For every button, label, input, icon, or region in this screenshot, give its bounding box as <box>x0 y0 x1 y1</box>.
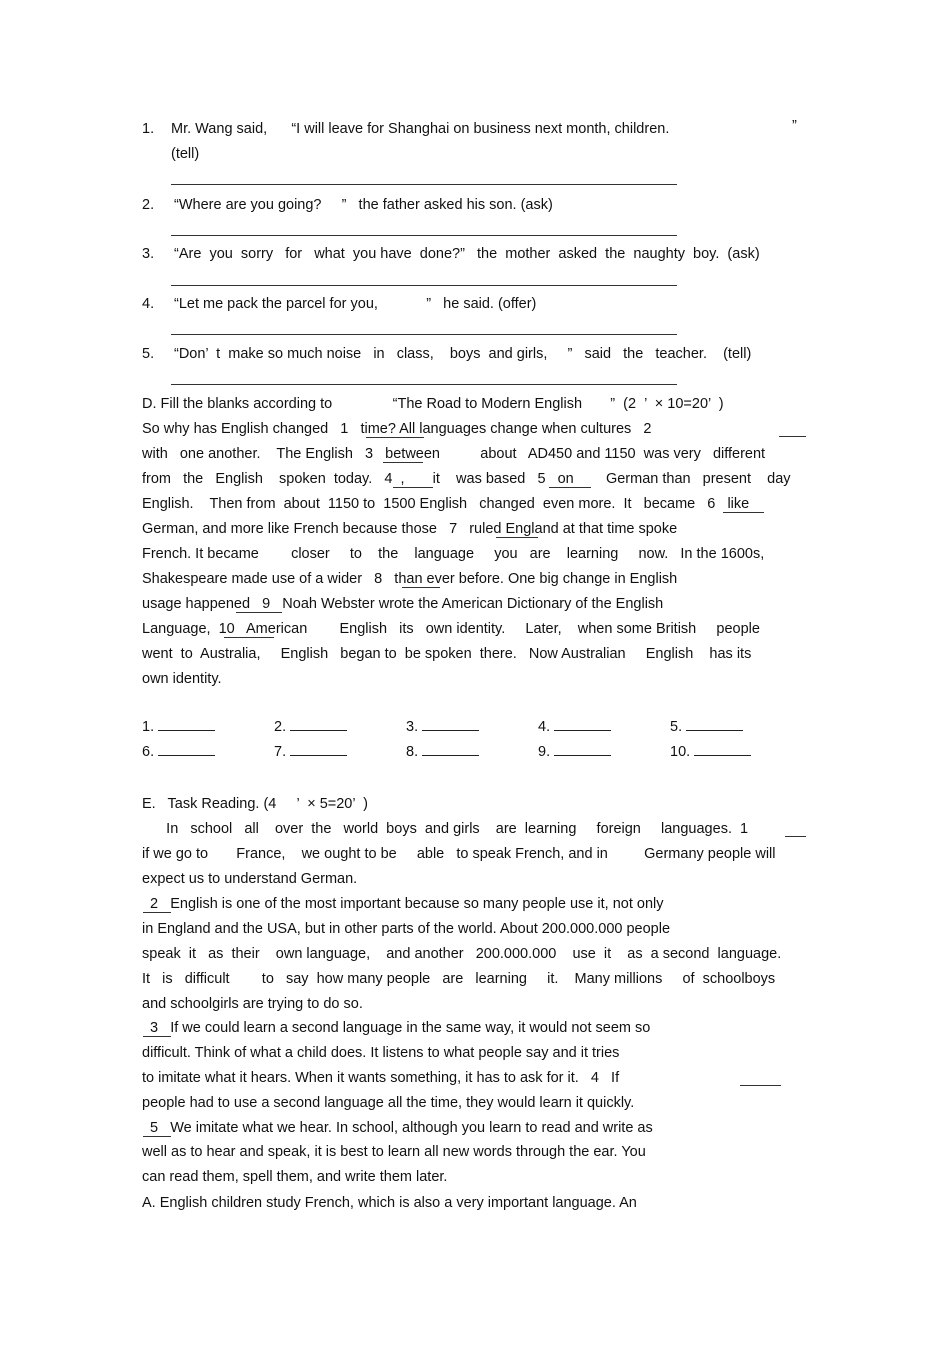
answer-line[interactable] <box>171 384 677 385</box>
blank-underline <box>143 912 171 913</box>
answer-row <box>142 744 802 760</box>
passage-line: 3 If we could learn a second language in the same way, it would not seem so <box>142 1020 651 1036</box>
answer-slot[interactable]: 2. <box>274 719 406 735</box>
answer-line[interactable] <box>171 285 677 286</box>
item-number: 2. <box>142 197 155 213</box>
passage-line: 2 English is one of the most important because so many people use it, not only <box>142 896 664 912</box>
answer-slot[interactable]: 8. <box>406 744 538 760</box>
passage-line: Language, 10 American English its own identity. Later, when some British people <box>142 621 760 637</box>
passage-line: to imitate what it hears. When it wants something, it has to ask for it. 4 If <box>142 1070 620 1086</box>
blank-underline <box>402 587 440 588</box>
blank-line <box>779 436 806 437</box>
close-quote: ” <box>792 118 797 134</box>
item-number: 4. <box>142 296 155 312</box>
section-e-heading: E. Task Reading. (4 ’ × 5=20’ ) <box>142 796 368 812</box>
blank-underline <box>224 637 274 638</box>
passage-line: It is difficult to say how many people are learning it. Many millions of schoolboys <box>142 971 776 987</box>
item-text: Mr. Wang said, “I will leave for Shanghai on business next month, children. <box>171 121 670 137</box>
answer-slot[interactable]: 5. <box>670 719 802 735</box>
blank-underline <box>236 612 282 613</box>
passage-line: In school all over the world boys and girls are learning foreign languages. 1 <box>142 821 749 837</box>
item-text: “Don’ t make so much noise in class, boys and girls, ” said the teacher. (tell) <box>174 346 752 362</box>
answer-slot[interactable]: 6. <box>142 744 274 760</box>
passage-line: difficult. Think of what a child does. It listens to what people say and it tries <box>142 1045 620 1061</box>
item-number: 1. <box>142 121 155 137</box>
passage-line: 5 We imitate what we hear. In school, although you learn to read and write as <box>142 1120 653 1136</box>
blank-underline <box>383 462 423 463</box>
blank-underline <box>143 1136 171 1137</box>
passage-line: So why has English changed 1 time? All languages change when cultures 2 <box>142 421 652 437</box>
passage-line: Shakespeare made use of a wider 8 than ever before. One big change in English <box>142 571 678 587</box>
answer-line[interactable] <box>171 184 677 185</box>
passage-line: speak it as their own language, and another 200.000.000 use it as a second language. <box>142 946 782 962</box>
passage-line: well as to hear and speak, it is best to learn all new words through the ear. You <box>142 1144 646 1160</box>
answer-slot[interactable]: 7. <box>274 744 406 760</box>
passage-line: can read them, spell them, and write them later. <box>142 1169 448 1185</box>
answer-slot[interactable]: 1. <box>142 719 274 735</box>
item-text: “Are you sorry for what you have done?” the mother asked the naughty boy. (ask) <box>174 246 760 262</box>
item-number: 5. <box>142 346 155 362</box>
passage-line: expect us to understand German. <box>142 871 358 887</box>
passage-line: own identity. <box>142 671 222 687</box>
passage-line: from the English spoken today. 4 , it was based 5 on German than present day <box>142 471 791 487</box>
answer-slot[interactable]: 3. <box>406 719 538 735</box>
answer-line[interactable] <box>171 334 677 335</box>
passage-line: went to Australia, English began to be spoken there. Now Australian English has its <box>142 646 752 662</box>
blank-line <box>740 1085 781 1086</box>
blank-line <box>785 836 806 837</box>
answer-slot[interactable]: 4. <box>538 719 670 735</box>
passage-line: usage happened 9 Noah Webster wrote the American Dictionary of the English <box>142 596 664 612</box>
answer-slot[interactable]: 10. <box>670 744 802 760</box>
passage-line: English. Then from about 1150 to 1500 English changed even more. It became 6 like <box>142 496 750 512</box>
blank-underline <box>393 487 433 488</box>
answer-row <box>142 719 802 735</box>
passage-line: and schoolgirls are trying to do so. <box>142 996 363 1012</box>
passage-line: German, and more like French because those 7 ruled England at that time spoke <box>142 521 678 537</box>
section-d-heading: D. Fill the blanks according to “The Road to Modern English ” (2 ’ × 10=20’ ) <box>142 396 724 412</box>
answer-line[interactable] <box>171 235 677 236</box>
passage-line: A. English children study French, which is also a very important language. An <box>142 1195 637 1211</box>
passage-line: with one another. The English 3 between about AD450 and 1150 was very different <box>142 446 766 462</box>
item-number: 3. <box>142 246 155 262</box>
blank-underline <box>496 537 538 538</box>
blank-underline <box>549 487 591 488</box>
blank-underline <box>723 512 764 513</box>
answer-slot[interactable]: 9. <box>538 744 670 760</box>
blank-underline <box>143 1036 171 1037</box>
passage-line: people had to use a second language all the time, they would learn it quickly. <box>142 1095 635 1111</box>
item-text: “Where are you going? ” the father asked his son. (ask) <box>174 197 553 213</box>
item-text: “Let me pack the parcel for you, ” he said. (offer) <box>174 296 537 312</box>
passage-line: if we go to France, we ought to be able to speak French, and in Germany people will <box>142 846 776 862</box>
passage-line: in England and the USA, but in other parts of the world. About 200.000.000 people <box>142 921 671 937</box>
passage-line: French. It became closer to the language you are learning now. In the 1600s, <box>142 546 765 562</box>
item-hint: (tell) <box>171 146 200 162</box>
blank-underline <box>366 437 424 438</box>
